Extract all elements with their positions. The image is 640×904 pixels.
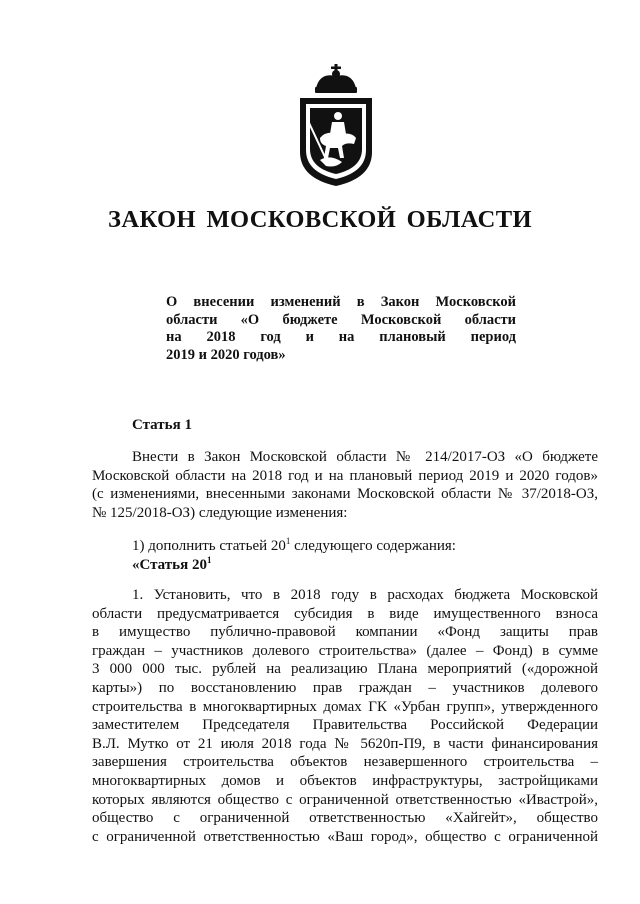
coat-of-arms-emblem — [286, 60, 386, 190]
item-line — [92, 537, 598, 556]
paragraph-line: № 125/2018-ОЗ) следующие изменения: — [92, 504, 348, 521]
paragraph-line: Московской области на 2018 год и на плановый период 2019 и 2020 годов» — [92, 467, 598, 484]
paragraph-line: 3 000 000 тыс. рублей на реализацию Плана мероприятий («дорожной — [92, 661, 598, 678]
paragraph-line: с ограниченной ответственностью «Ваш город», общество с ограниченной — [92, 828, 598, 845]
subject-line: О внесении изменений в Закон Московской — [166, 294, 516, 310]
paragraph-line: заместителем Председателя Правительства Российской Федерации — [92, 717, 598, 734]
paragraph-line: многоквартирных домов и объектов инфраструктуры, застройщиками — [92, 772, 598, 789]
paragraph-line: 1. Установить, что в 2018 году в расходах бюджета Московской — [132, 587, 598, 603]
item-text-suffix: следующего содержания: — [290, 538, 456, 554]
paragraph-line: которых являются общество с ограниченной ответственностью «Ивастрой», — [92, 791, 598, 808]
new-article-sup: 1 — [206, 554, 212, 565]
paragraph-line: в имущество публично-правовой компании «Фонд защиты прав — [92, 624, 598, 641]
amendment-item — [92, 537, 598, 574]
paragraph-line: карты») по восстановлению прав граждан – участников долевого — [92, 679, 598, 696]
law-subject — [166, 294, 516, 364]
subject-line: 2019 и 2020 годов» — [166, 346, 286, 363]
item-text: 1) дополнить статьей 20 — [132, 538, 286, 554]
paragraph-line: строительства в многоквартирных домах ГК «Урбан групп», утвержденного — [92, 698, 598, 715]
new-article-text: «Статья 20 — [132, 556, 207, 573]
item-sup: 1 — [285, 536, 291, 546]
paragraph-line: общество с ограниченной ответственностью «Хайгейт», общество — [92, 810, 598, 827]
intro-paragraph — [92, 448, 598, 522]
paragraph-line: области предусматривается субсидия в виде имущественного взноса — [92, 605, 598, 622]
new-article-heading — [92, 556, 598, 575]
paragraph-line: граждан – участников долевого строительства» (далее – Фонд) в сумме — [92, 642, 598, 659]
subject-line: на 2018 год и на плановый период — [166, 329, 516, 345]
document-title: ЗАКОН МОСКОВСКОЙ ОБЛАСТИ — [108, 206, 532, 233]
paragraph-line: завершения строительства объектов незавершенного строительства – — [92, 754, 598, 771]
subject-line: области «О бюджете Московской области — [166, 311, 516, 328]
paragraph-line: Внести в Закон Московской области № 214/2017-ОЗ «О бюджете — [132, 449, 598, 465]
article-heading: Статья 1 — [132, 417, 192, 433]
clause-paragraph — [92, 586, 598, 846]
paragraph-line: (с изменениями, внесенными законами Московской области № 37/2018-ОЗ, — [92, 486, 598, 503]
paragraph-line: В.Л. Мутко от 21 июля 2018 года № 5620п-П9, в части финансирования — [92, 735, 598, 752]
